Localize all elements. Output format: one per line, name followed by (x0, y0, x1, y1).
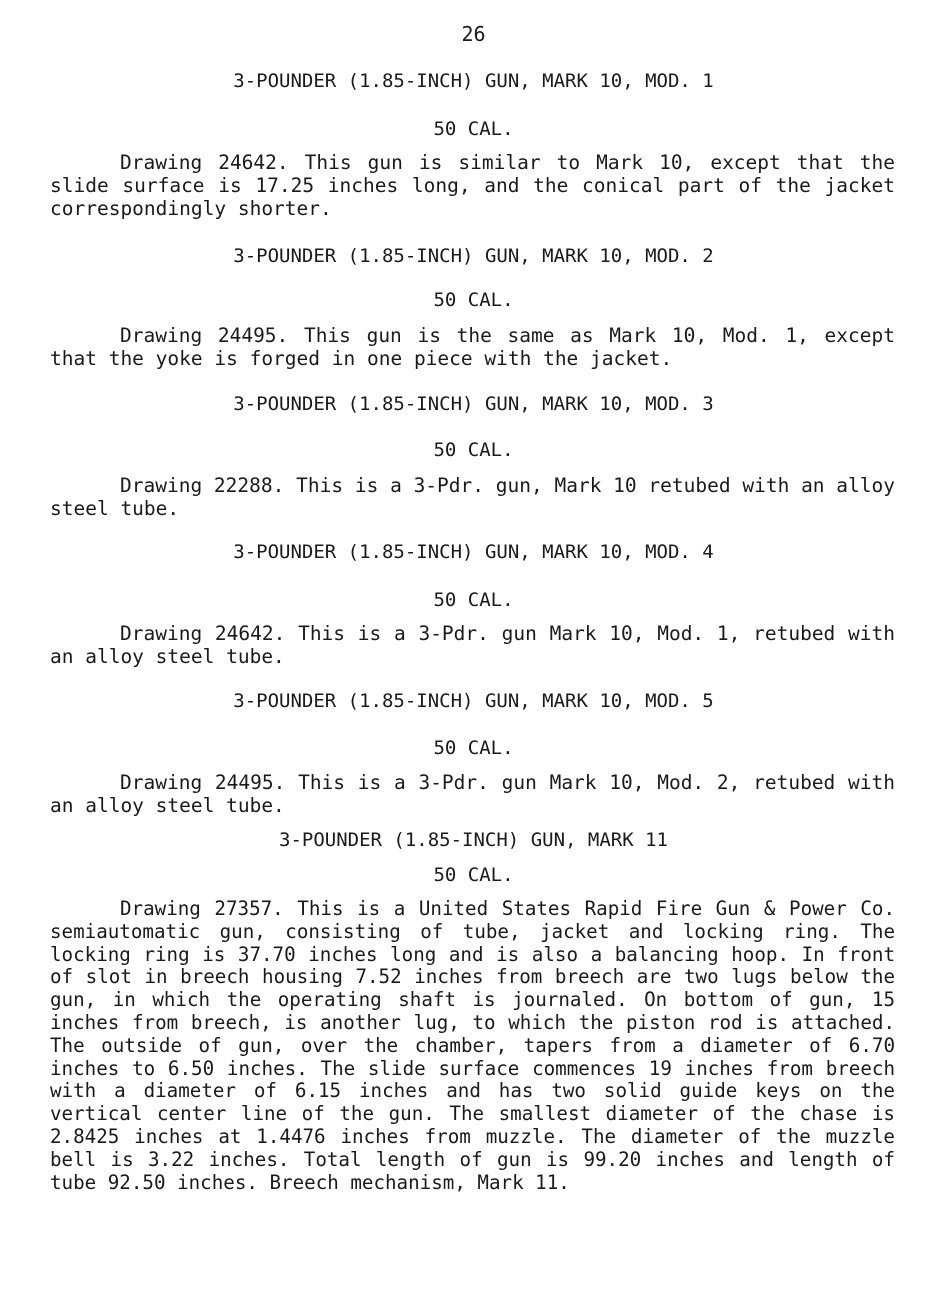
caliber-label: 50 CAL. (433, 864, 514, 886)
section-paragraph: Drawing 24642. This gun is similar to Mark 10, except that the slide surface is 17.25 inches long, and the conical part of the jacket correspondingly shorter. (50, 151, 895, 220)
section-heading: 3-POUNDER (1.85-INCH) GUN, MARK 10, MOD. 2 (233, 245, 714, 267)
caliber-label: 50 CAL. (433, 737, 514, 759)
caliber-label: 50 CAL. (433, 589, 514, 611)
caliber-label: 50 CAL. (433, 439, 514, 461)
section-heading: 3-POUNDER (1.85-INCH) GUN, MARK 10, MOD. 3 (233, 393, 714, 415)
section-paragraph: Drawing 24495. This gun is the same as Mark 10, Mod. 1, except that the yoke is forged in one piece with the jacket. (50, 324, 895, 370)
caliber-label: 50 CAL. (433, 289, 514, 311)
section-paragraph: Drawing 22288. This is a 3-Pdr. gun, Mark 10 retubed with an alloy steel tube. (50, 474, 895, 520)
section-paragraph: Drawing 24495. This is a 3-Pdr. gun Mark 10, Mod. 2, retubed with an alloy steel tube. (50, 771, 895, 817)
section-heading: 3-POUNDER (1.85-INCH) GUN, MARK 10, MOD. 1 (233, 70, 714, 92)
section-heading: 3-POUNDER (1.85-INCH) GUN, MARK 11 (279, 829, 668, 851)
section-paragraph: Drawing 27357. This is a United States Rapid Fire Gun & Power Co. semiautomatic gun, consisting of tube, jacket and locking ring. The locking ring is 37.70 inches long and is also a balancing hoop. In front of slot in breech housing 7.52 inches from breech are two lugs below the gun, in which the operating shaft is journaled. On bottom of gun, 15 inches from breech, is another lug, to which the piston rod is attached. The outside of gun, over the chamber, tapers from a diameter of 6.70 inches to 6.50 inches. The slide surface commences 19 inches from breech with a diameter of 6.15 inches and has two solid guide keys on the vertical center line of the gun. The smallest diameter of the chase is 2.8425 inches at 1.4476 inches from muzzle. The diameter of the muzzle bell is 3.22 inches. Total length of gun is 99.20 inches and length of tube 92.50 inches. Breech mechanism, Mark 11. (50, 897, 895, 1194)
section-heading: 3-POUNDER (1.85-INCH) GUN, MARK 10, MOD. 4 (233, 541, 714, 563)
page-number: 26 (461, 22, 486, 46)
section-paragraph: Drawing 24642. This is a 3-Pdr. gun Mark 10, Mod. 1, retubed with an alloy steel tube. (50, 622, 895, 668)
section-heading: 3-POUNDER (1.85-INCH) GUN, MARK 10, MOD. 5 (233, 690, 714, 712)
caliber-label: 50 CAL. (433, 118, 514, 140)
